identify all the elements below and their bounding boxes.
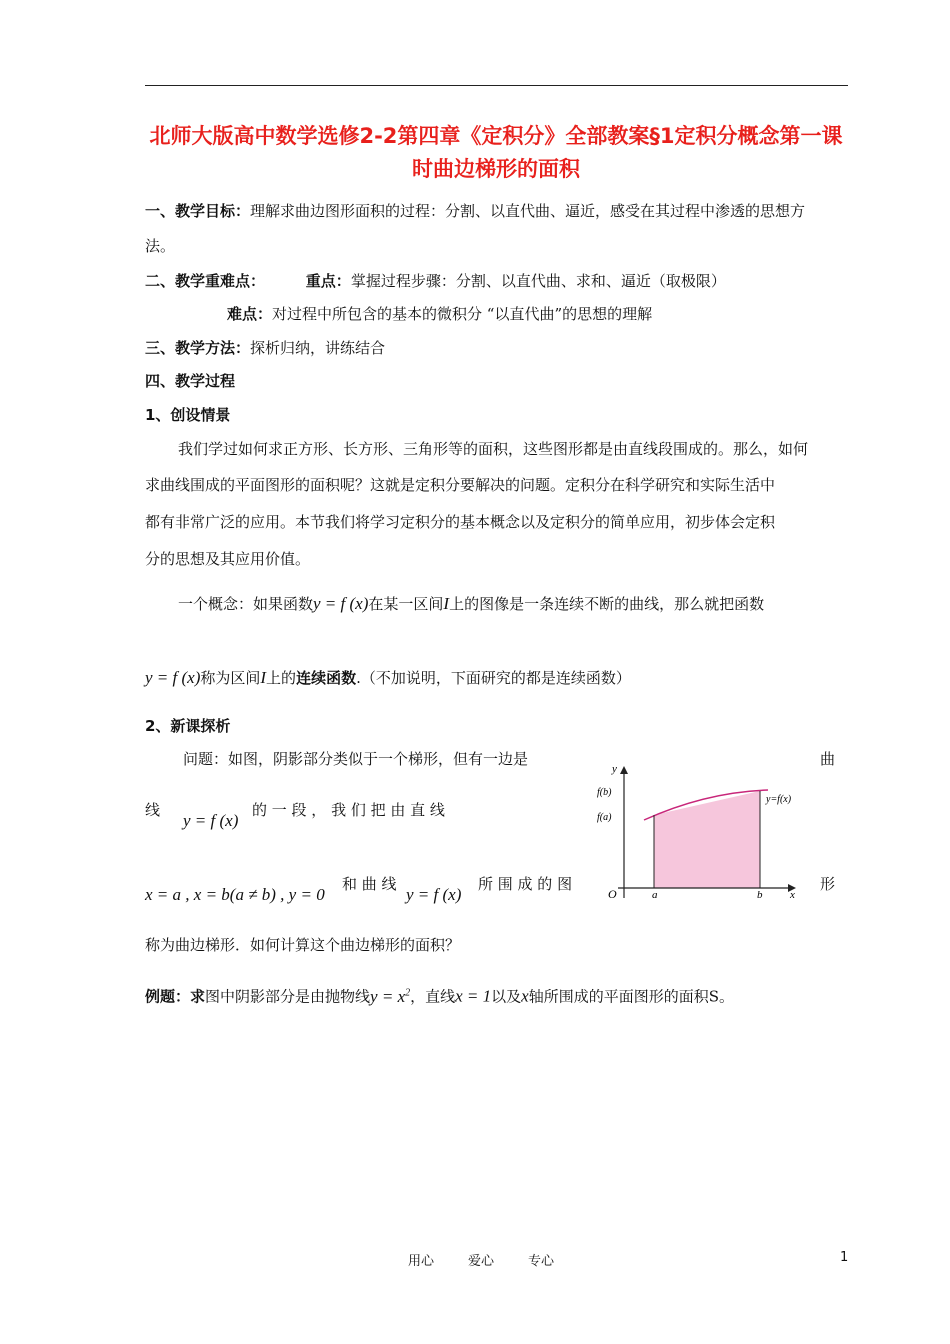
y-axis-label: y bbox=[612, 763, 617, 775]
interval-symbol-2: I bbox=[260, 668, 267, 687]
key-label: 重点： bbox=[305, 272, 351, 290]
a-tick-label: a bbox=[652, 889, 658, 901]
example-text-d: 轴所围成的平面图形的面积S。 bbox=[528, 987, 734, 1006]
example-label: 例题： bbox=[145, 987, 191, 1006]
concept-line-1 bbox=[178, 593, 883, 615]
concept-text-e: 上的 bbox=[266, 669, 297, 687]
scenario-heading: 1、创设情景 bbox=[145, 406, 231, 424]
x-symbol: x bbox=[521, 986, 529, 1006]
boundary-lines-formula: x = a , x = b(a ≠ b) , y = 0 bbox=[145, 885, 325, 904]
y-axis-arrow-icon bbox=[620, 766, 628, 774]
intro-line-1: 我们学过如何求正方形、长方形、三角形等的面积，这些图形都是由直线段围成的。那么，如何 bbox=[178, 440, 809, 458]
example-text-a: 图中阴影部分是由抛物线 bbox=[205, 987, 371, 1006]
problem-word-xian: 线 bbox=[145, 801, 161, 819]
concept-text-d: 称为区间 bbox=[200, 669, 261, 687]
footer-yongxin: 用心 bbox=[408, 1254, 435, 1269]
problem-word-qu: 曲 bbox=[820, 750, 836, 768]
problem-line-1: 问题：如图，阴影部分类似于一个梯形，但有一边是 bbox=[183, 750, 529, 768]
difficult-label: 难点： bbox=[227, 305, 273, 323]
key-text: 掌握过程步骤：分割、以直代曲、求和、逼近（取极限） bbox=[350, 272, 726, 290]
function-formula-2: y = f (x) bbox=[145, 668, 201, 687]
curve-formula-2: y = f (x) bbox=[406, 885, 462, 904]
example-qiu: 求 bbox=[190, 987, 206, 1006]
concept-text-b: 在某一区间 bbox=[368, 595, 444, 613]
intro-line-2: 求曲线围成的平面图形的面积呢？这就是定积分要解决的问题。定积分在科学研究和实际生活中 bbox=[145, 476, 776, 494]
keypoints-label: 二、教学重难点： bbox=[145, 272, 266, 290]
new-lesson-heading: 2、新课探析 bbox=[145, 717, 231, 735]
concept-text-f: .（不加说明，下面研究的都是连续函数） bbox=[356, 669, 631, 687]
problem-word-xing: 形 bbox=[820, 875, 836, 893]
concept-text-c: 上的图像是一条连续不断的曲线，那么就把函数 bbox=[449, 595, 765, 613]
difficult-text: 对过程中所包含的基本的微积分 “以直代曲”的思想的理解 bbox=[272, 305, 653, 323]
example-line bbox=[145, 982, 850, 1008]
method-label: 三、教学方法： bbox=[145, 339, 251, 357]
interval-symbol: I bbox=[443, 594, 450, 613]
difficult-line bbox=[227, 303, 932, 325]
curve-label: y=f(x) bbox=[766, 794, 792, 805]
concept-line-2 bbox=[145, 667, 850, 689]
goal-line bbox=[145, 200, 850, 222]
method-text: 探析归纳，讲练结合 bbox=[250, 339, 386, 357]
curved-trapezoid-figure bbox=[596, 758, 806, 906]
example-text-c: 以及 bbox=[491, 987, 522, 1006]
keypoints-line bbox=[145, 270, 850, 292]
function-formula: y = f (x) bbox=[313, 594, 369, 613]
x-axis-label: x bbox=[790, 889, 795, 901]
page-number: 1 bbox=[840, 1250, 849, 1265]
origin-label: O bbox=[608, 887, 617, 901]
intro-line-4: 分的思想及其应用价值。 bbox=[145, 550, 311, 568]
fb-label: f(b) bbox=[597, 787, 612, 798]
goal-label: 一、教学目标： bbox=[145, 202, 251, 220]
problem-text-d: 所 围 成 的 图 bbox=[478, 875, 573, 893]
document-title: 北师大版高中数学选修2-2第四章《定积分》全部教案§1定积分概念第一课时曲边梯形的面积 bbox=[149, 124, 843, 181]
header-rule bbox=[145, 85, 848, 86]
shaded-region bbox=[654, 791, 760, 888]
problem-line-3: 称为曲边梯形．如何计算这个曲边梯形的面积？ bbox=[145, 936, 461, 954]
goal-text: 理解求曲边图形面积的过程：分割、以直代曲、逼近，感受在其过程中渗透的思想方 bbox=[250, 202, 806, 220]
problem-formula-f-2 bbox=[406, 884, 486, 906]
footer-aixin: 爱心 bbox=[468, 1254, 495, 1269]
parabola-formula bbox=[370, 987, 410, 1006]
problem-line-2: 的 一 段 ， 我 们 把 由 直 线 bbox=[252, 801, 445, 819]
problem-text-c: 和 曲 线 bbox=[342, 875, 397, 893]
problem-formula-f bbox=[183, 810, 263, 832]
intro-line-3: 都有非常广泛的应用。本节我们将学习定积分的基本概念以及定积分的简单应用，初步体会定积 bbox=[145, 513, 776, 531]
b-tick-label: b bbox=[757, 889, 763, 901]
curve-formula: y = f (x) bbox=[183, 811, 239, 830]
parabola-base: y = x bbox=[370, 986, 406, 1006]
process-heading: 四、教学过程 bbox=[145, 372, 236, 390]
continuous-function-term: 连续函数 bbox=[296, 669, 357, 687]
method-line bbox=[145, 337, 850, 359]
footer-zhuanxin: 专心 bbox=[528, 1254, 555, 1269]
goal-line-2 bbox=[145, 235, 850, 257]
example-text-b: ，直线 bbox=[410, 987, 456, 1006]
fa-label: f(a) bbox=[597, 812, 612, 823]
concept-text-a: 一个概念：如果函数 bbox=[178, 595, 314, 613]
goal-text-2: 法。 bbox=[145, 237, 176, 255]
parabola-exponent: 2 bbox=[405, 987, 411, 998]
line-x1-formula: x = 1 bbox=[455, 986, 492, 1006]
